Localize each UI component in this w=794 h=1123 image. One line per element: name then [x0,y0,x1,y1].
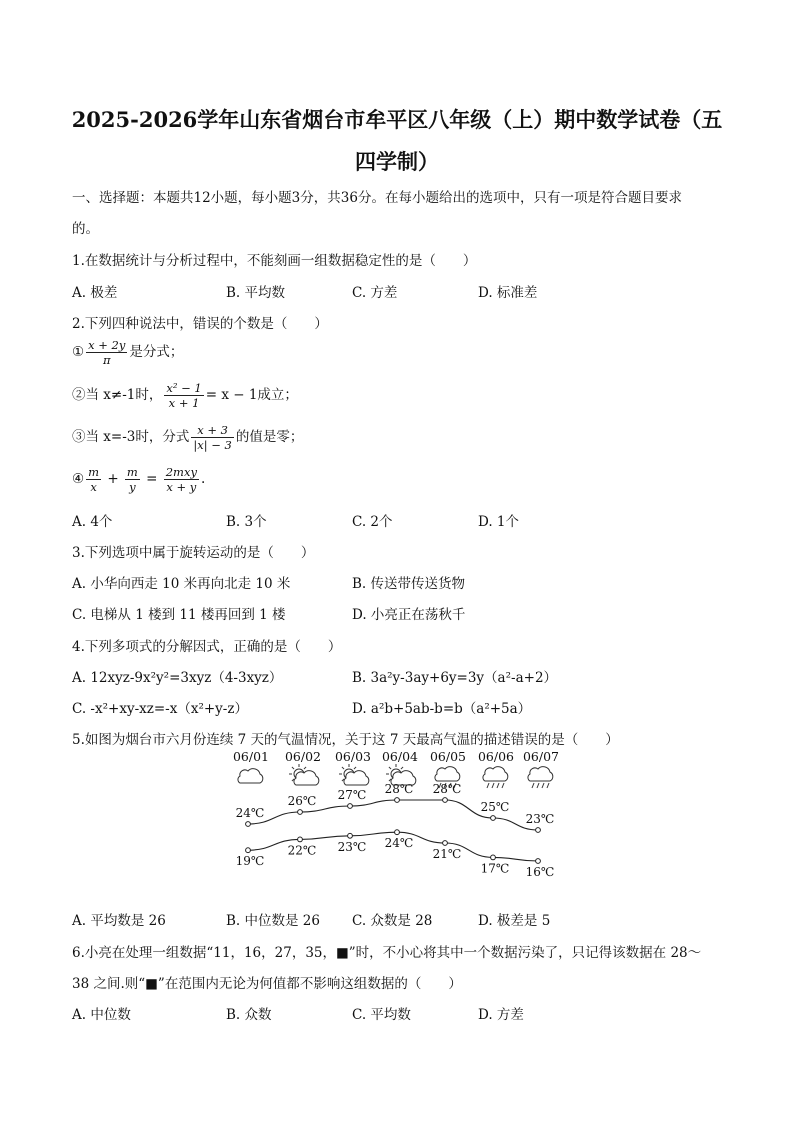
q1-option-d: D. 标准差 [478,285,538,301]
q2-option-d: D. 1个 [478,514,520,530]
low-temp-point [246,848,251,853]
rain-icon [483,767,508,788]
q2-statement-3: ③当 x=-3时，分式 $\frac{x + 3}{|x| - 3}$ 的值是零； [72,423,304,452]
date-label: 06/01 [232,749,270,764]
q3-option-d: D. 小亮正在荡秋千 [352,607,466,623]
high-temp-label: 23℃ [525,812,555,826]
fraction: $\frac{x + 3}{|x| - 3}$ [193,423,232,452]
section-instructions-line2: 的。 [72,221,99,237]
rain-drop [532,783,534,788]
low-temp-label: 23℃ [337,839,367,854]
cloud-shape [483,767,508,781]
low-temp-label: 16℃ [525,865,555,879]
q3-option-b: B. 传送带传送货物 [352,576,466,592]
cloud-icon [238,769,263,783]
q1-option-a: A. 极差 [72,285,118,301]
q6-option-d: D. 方差 [478,1007,524,1023]
fraction: $\frac{x + 2y}{\pi}$ [88,338,126,367]
high-temp-point [246,822,251,827]
date-label: 06/04 [381,749,419,764]
low-temp-label: 24℃ [384,836,414,851]
high-temp-label: 24℃ [235,806,265,820]
page-title-line1: 2025-2026学年山东省烟台市牟平区八年级（上）期中数学试卷（五 [71,107,723,132]
low-temp-point [395,830,400,835]
high-temp-label: 27℃ [337,788,367,802]
low-temp-point [536,859,541,864]
q1-option-b: B. 平均数 [226,285,286,301]
q2-statement-4: ④ $\frac{m}{x}$ + $\frac{m}{y}$ = $\frac{\text{2mxy}}{x + y}$ . [72,465,206,494]
low-temp-label: 17℃ [480,861,510,876]
q2-option-c: C. 2个 [352,514,393,530]
page-title-line2: 四学制） [355,149,439,174]
fraction: $\frac{m}{y}$ [126,465,138,494]
fraction: $\frac{\text{x² − 1}}{x + 1}$ [166,381,202,410]
sun-ray [354,767,356,769]
q4-option-c: C. -x²+xy-xz=-x（x²+y-z） [72,701,248,717]
fraction: $\frac{m}{x}$ [88,465,100,494]
statement-marker: ① [72,344,85,360]
q5-option-b: B. 中位数是 26 [226,913,320,929]
low-temp-label: 21℃ [432,847,462,861]
cloud-shape [435,767,460,781]
date-label: 06/06 [477,749,515,764]
sun-ray [342,767,344,769]
date-label: 06/07 [522,749,560,764]
weather-chart [225,745,570,880]
q3-option-a: A. 小华向西走 10 米再向北走 10 米 [72,576,291,592]
q5-stem: 5.如图为烟台市六月份连续 7 天的气温情况，关于这 7 天最高气温的描述错误的是（ ） [72,732,619,748]
low-temp-label: 19℃ [235,854,265,869]
rain-drop [497,783,499,788]
q4-stem: 4.下列多项式的分解因式，正确的是（ ） [72,639,342,655]
sun-cloud-icon [339,764,369,785]
q3-stem: 3.下列选项中属于旋转运动的是（ ） [72,545,315,561]
high-temp-label: 26℃ [287,794,317,808]
low-temp-point [443,841,448,846]
high-temp-point [348,804,353,809]
sun-ray [292,767,294,769]
high-temp-label: 28℃ [384,782,414,796]
q4-option-b: B. 3a²y-3ay+6y=3y（a²-a+2） [352,670,558,686]
q2-option-a: A. 4个 [72,514,113,530]
cloud-shape [344,771,369,785]
q6-option-a: A. 中位数 [72,1007,131,1023]
high-temp-label: 28℃ [432,782,462,796]
rain-drop [547,783,549,788]
high-temp-point [395,798,400,803]
q5-option-d: D. 极差是 5 [478,913,551,929]
high-temp-point [443,798,448,803]
q6-option-c: C. 平均数 [352,1007,411,1023]
cloud-shape [528,767,553,781]
high-temp-point [298,810,303,815]
cloud-shape [238,769,263,783]
date-label: 06/03 [334,749,372,764]
rain-drop [487,783,489,788]
low-temp-point [348,833,353,838]
q4-option-d: D. a²b+5ab-b=b（a²+5a） [352,701,532,717]
q1-option-c: C. 方差 [352,285,398,301]
q2-stem: 2.下列四种说法中，错误的个数是（ ） [72,316,328,332]
q5-option-a: A. 平均数是 26 [72,913,166,929]
sun-cloud-icon [289,764,319,785]
q2-option-b: B. 3个 [226,514,267,530]
sun-ray [401,767,403,769]
high-temp-label: 25℃ [480,800,510,814]
rain-drop [502,783,504,788]
rain-icon [528,767,553,788]
high-temp-point [536,828,541,833]
high-temp-point [491,816,496,821]
q5-option-c: C. 众数是 28 [352,913,433,929]
q4-option-a: A. 12xyz-9x²y²=3xyz（4-3xyz） [72,670,283,686]
rain-drop [492,783,494,788]
section-instructions-line1: 一、选择题：本题共12小题，每小题3分，共36分。在每小题给出的选项中，只有一项是符合题目要求 [72,190,682,206]
rain-drop [537,783,539,788]
q2-statement-1: ① $\frac{x + 2y}{\pi}$ 是分式； [72,338,184,367]
low-temp-point [298,837,303,842]
q2-statement-2: ②当 x≠-1时， $\frac{\text{x² − 1}}{x + 1}$ = x − 1成立； [72,381,298,410]
sun-ray [304,767,306,769]
date-label: 06/02 [284,749,322,764]
q3-option-c: C. 电梯从 1 楼到 11 楼再回到 1 楼 [72,607,286,623]
q1-stem: 1.在数据统计与分析过程中，不能刻画一组数据稳定性的是（ ） [72,253,477,269]
q6-stem-line1: 6.小亮在处理一组数据“11，16，27，35，■”时，不小心将其中一个数据污染了，只记得该数据在 28～ [72,945,702,961]
low-temp-label: 22℃ [287,843,317,858]
cloud-shape [294,771,319,785]
sun-ray [389,767,391,769]
date-label: 06/05 [429,749,467,764]
rain-drop [542,783,544,788]
low-temp-point [491,855,496,860]
q6-stem-line2: 38 之间.则“■”在范围内无论为何值都不影响这组数据的（ ） [72,976,462,992]
q6-option-b: B. 众数 [226,1007,272,1023]
fraction: $\frac{\text{2mxy}}{x + y}$ [165,465,197,494]
